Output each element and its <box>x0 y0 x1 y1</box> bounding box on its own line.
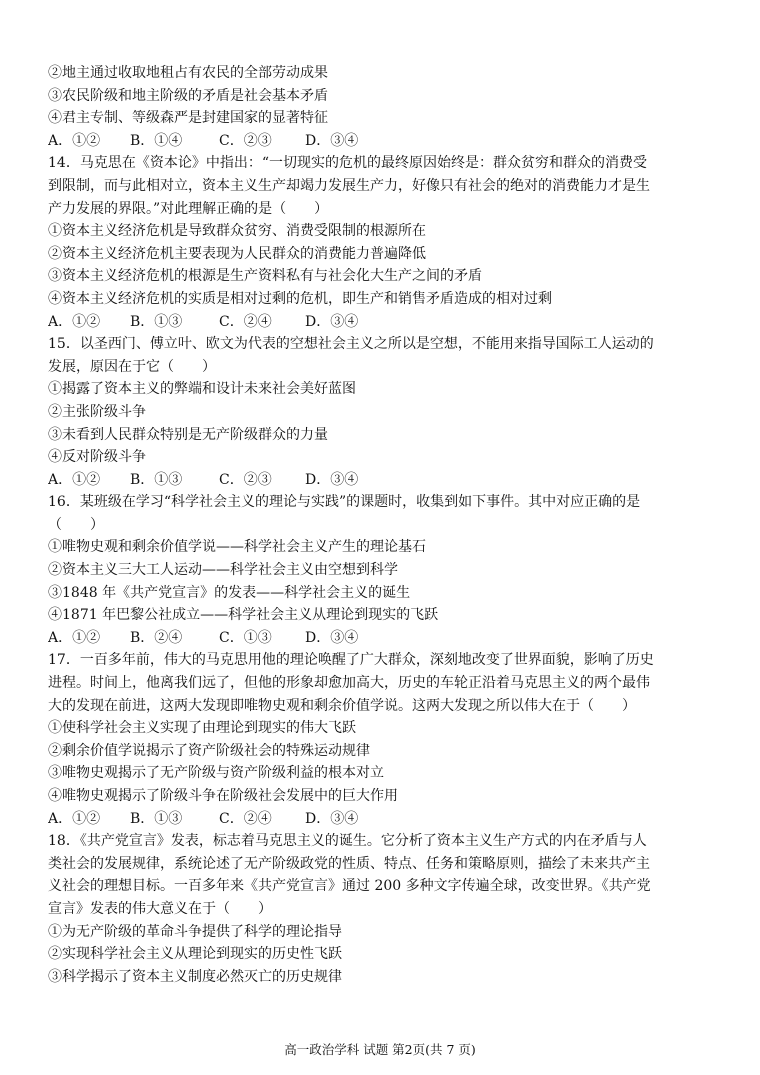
answer-option: D．③④ <box>305 810 359 827</box>
answer-option: C．①③ <box>219 629 272 646</box>
text-line: ③1848 年《共产党宣言》的发表——科学社会主义的诞生 <box>48 584 411 601</box>
answer-option: D．③④ <box>305 132 359 149</box>
text-line: ②资本主义三大工人运动——科学社会主义由空想到科学 <box>48 562 398 579</box>
text-line: ①唯物史观和剩余价值学说——科学社会主义产生的理论基石 <box>48 539 426 556</box>
answer-option: C．②④ <box>219 810 272 827</box>
answer-option: A．①② <box>48 313 101 330</box>
text-line: ③农民阶级和地主阶级的矛盾是社会基本矛盾 <box>48 87 328 104</box>
answer-options-row <box>48 808 712 831</box>
answer-option: B．②④ <box>130 629 183 646</box>
page-footer: 高一政治学科 试题 第2页(共 7 页) <box>284 1042 476 1057</box>
answer-options-row <box>48 469 712 492</box>
text-line: 进程。时间上，他离我们远了，但他的形象却愈加高大，历史的车轮正沿着马克思主义的两个最伟 <box>48 675 650 692</box>
text-line: ①使科学社会主义实现了由理论到现实的伟大飞跃 <box>48 720 356 737</box>
text-line: 15．以圣西门、傅立叶、欧文为代表的空想社会主义之所以是空想，不能用来指导国际工人运动的 <box>48 336 654 353</box>
answer-options-row <box>48 311 712 334</box>
text-line: 发展，原因在于它（ ） <box>48 358 216 375</box>
answer-option: A．①② <box>48 629 101 646</box>
text-line: 16．某班级在学习“科学社会主义的理论与实践”的课题时，收集到如下事件。其中对应正确的是 <box>48 494 641 511</box>
answer-option: B．①③ <box>130 471 183 488</box>
text-line: ②地主通过收取地租占有农民的全部劳动成果 <box>48 65 328 81</box>
answer-options-row <box>48 130 712 153</box>
text-line: 18．《共产党宣言》发表，标志着马克思主义的诞生。它分析了资本主义生产方式的内在矛盾与人 <box>48 833 647 850</box>
text-line: ②剩余价值学说揭示了资产阶级社会的特殊运动规律 <box>48 742 370 759</box>
text-line: ④1871 年巴黎公社成立——科学社会主义从理论到现实的飞跃 <box>48 607 439 624</box>
text-line: ④君主专制、等级森严是封建国家的显著特征 <box>48 110 328 127</box>
text-line: 到限制，而与此相对立，资本主义生产却竭力发展生产力，好像只有社会的绝对的消费能力才是生 <box>48 177 650 194</box>
answer-option: D．③④ <box>305 471 359 488</box>
answer-option: B．①④ <box>130 132 183 149</box>
text-line: ④资本主义经济危机的实质是相对过剩的危机，即生产和销售矛盾造成的相对过剩 <box>48 290 552 307</box>
text-line: 宣言》发表的伟大意义在于（ ） <box>48 900 272 917</box>
answer-option: C．②④ <box>219 313 272 330</box>
text-line: ③资本主义经济危机的根源是生产资料私有与社会化大生产之间的矛盾 <box>48 268 482 285</box>
answer-option: C．②③ <box>219 471 272 488</box>
text-line: ①揭露了资本主义的弊端和设计未来社会美好蓝图 <box>48 381 356 398</box>
text-line: ②主张阶级斗争 <box>48 403 146 420</box>
text-line: 产力发展的界限。”对此理解正确的是（ ） <box>48 200 329 217</box>
answer-option: A．①② <box>48 471 101 488</box>
text-line: ③唯物史观揭示了无产阶级与资产阶级利益的根本对立 <box>48 765 384 782</box>
text-line: ②实现科学社会主义从理论到现实的历史性飞跃 <box>48 946 342 963</box>
text-line: ①资本主义经济危机是导致群众贫穷、消费受限制的根源所在 <box>48 223 426 240</box>
answer-option: D．③④ <box>305 313 359 330</box>
text-line: ③科学揭示了资本主义制度必然灭亡的历史规律 <box>48 968 342 985</box>
text-line: 义社会的理想目标。一百多年来《共产党宣言》通过 200 多种文字传遍全球，改变世界。《共产党 <box>48 878 651 895</box>
answer-options-row <box>48 627 712 650</box>
text-line: ④反对阶级斗争 <box>48 449 146 466</box>
answer-option: C．②③ <box>219 132 272 149</box>
text-line: ③未看到人民群众特别是无产阶级群众的力量 <box>48 426 328 443</box>
text-line: 类社会的发展规律，系统论述了无产阶级政党的性质、特点、任务和策略原则，描绘了未来共产主 <box>48 855 650 872</box>
exam-page-content <box>48 62 712 988</box>
answer-option: B．①③ <box>130 313 183 330</box>
text-line: 14．马克思在《资本论》中指出：“一切现实的危机的最终原因始终是：群众贫穷和群众的消费受 <box>48 155 647 172</box>
answer-option: D．③④ <box>305 629 359 646</box>
answer-option: A．①② <box>48 132 101 149</box>
answer-option: A．①② <box>48 810 101 827</box>
text-line: ①为无产阶级的革命斗争提供了科学的理论指导 <box>48 923 342 940</box>
text-line: （ ） <box>48 516 104 533</box>
text-line: 大的发现在前进，这两大发现即唯物史观和剩余价值学说。这两大发现之所以伟大在于（ ） <box>48 697 636 714</box>
text-line: 17．一百多年前，伟大的马克思用他的理论唤醒了广大群众，深刻地改变了世界面貌，影响了历史 <box>48 652 654 669</box>
answer-option: B．①③ <box>130 810 183 827</box>
text-line: ②资本主义经济危机主要表现为人民群众的消费能力普遍降低 <box>48 245 426 262</box>
text-line: ④唯物史观揭示了阶级斗争在阶级社会发展中的巨大作用 <box>48 788 398 804</box>
